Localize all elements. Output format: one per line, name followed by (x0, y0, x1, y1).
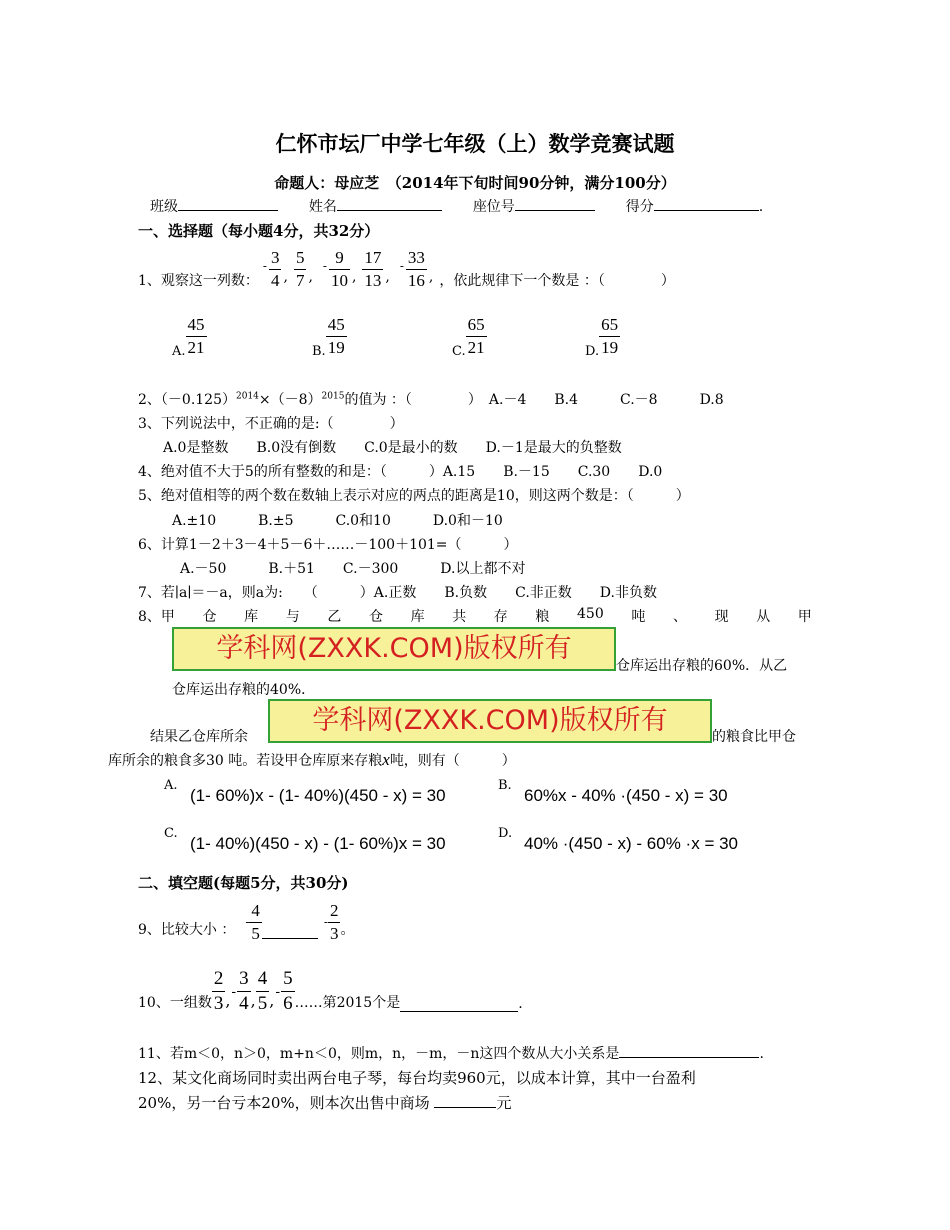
numerator: 33 (406, 247, 427, 270)
denominator: 19 (327, 338, 345, 357)
question-7: 7、若∣a∣＝－a，则a为: （ ）A.正数 B.负数 C.非正数 D.非负数 (138, 585, 657, 601)
question-8-line1 (138, 606, 812, 626)
student-info-row (150, 196, 763, 216)
denominator: 21 (187, 338, 205, 357)
seat-label: 座位号 (472, 199, 515, 215)
minus-sign: - (245, 915, 250, 929)
justified-char: 存 (493, 609, 508, 625)
numerator: 3 (237, 967, 251, 992)
page-title: 仁怀市坛厂中学七年级（上）数学竞赛试题 (275, 132, 675, 156)
numerator: 4 (249, 900, 262, 923)
numerator: 2 (212, 967, 226, 992)
question-text: 吨，则有（ ） (389, 753, 516, 769)
fraction (406, 247, 427, 292)
separator: , (385, 268, 390, 285)
minus-sign: - (262, 258, 267, 273)
question-8-line4-end: 的粮食比甲仓 (712, 729, 796, 745)
denominator: 3 (329, 924, 339, 943)
numerator: 45 (326, 314, 347, 337)
denominator: 4 (270, 271, 280, 290)
numerator: 17 (362, 247, 383, 270)
question-10 (138, 966, 523, 1016)
fraction (329, 247, 350, 292)
equation-c: (1- 40%)(450 - x) - (1- 60%)x = 30 (190, 834, 446, 853)
justified-char: 库 (244, 609, 259, 625)
denominator: 19 (601, 338, 619, 357)
answer-option[interactable] (452, 314, 487, 359)
answer-blank[interactable] (434, 1093, 496, 1108)
denominator: 4 (239, 993, 249, 1014)
question-text: 。 (340, 922, 355, 938)
denominator: 10 (330, 271, 348, 290)
fraction (237, 967, 251, 1016)
section-heading: 二、填空题(每题5分，共30分) (138, 874, 349, 892)
number-sequence (212, 967, 295, 1016)
option-label: C. (164, 826, 178, 841)
fraction (599, 314, 620, 359)
separator: , (269, 991, 275, 1010)
question-text: 元 (496, 1094, 512, 1112)
numerator: 65 (599, 314, 620, 337)
equation-a: (1- 60%)x - (1- 40%)(450 - x) = 30 (190, 786, 446, 805)
separator: , (283, 268, 288, 285)
question-1 (138, 242, 675, 292)
answer-option[interactable] (312, 314, 347, 359)
fraction (466, 314, 487, 359)
number-sequence (259, 247, 439, 292)
minus-sign: - (275, 983, 281, 1000)
question-2 (138, 389, 724, 409)
question-text: ×（－8） (258, 392, 322, 408)
justified-char: 乙 (327, 609, 342, 625)
option-label: B. (312, 344, 326, 359)
denominator: 5 (257, 993, 268, 1014)
justified-char: 甲 (797, 609, 812, 625)
justified-char: 仓 (368, 609, 383, 625)
question-text: ，依此规律下一个数是 ：（ ） (439, 273, 675, 289)
denominator: 7 (295, 271, 305, 290)
justified-char: 吨 (631, 609, 646, 625)
justified-char: 450 (577, 606, 604, 622)
equation-b: 60%x - 40% ·(450 - x) = 30 (524, 786, 728, 805)
separator: , (308, 268, 313, 285)
question-8-line2: 仓库运出存粮的60%．从乙 (616, 658, 788, 674)
answer-option[interactable] (585, 314, 620, 359)
class-field[interactable] (178, 196, 278, 211)
denominator: 3 (213, 993, 224, 1014)
question-text: 20%，另一台亏本20%，则本次出售中商场 (138, 1094, 435, 1112)
justified-char: 共 (452, 609, 467, 625)
fraction (256, 967, 270, 1016)
class-label: 班级 (150, 199, 178, 215)
option-label: B. (498, 778, 512, 793)
option-label: D. (585, 344, 600, 359)
question-6: 6、计算1－2＋3－4＋5－6＋……－100＋101=（ ） (138, 537, 518, 553)
fraction (249, 900, 262, 945)
info-end: . (758, 199, 764, 215)
question-8-line3: 仓库运出存粮的40%． (172, 682, 316, 698)
question-text: 库所余的粮食多30 吨。若设甲仓库原来存粮 (108, 753, 383, 769)
justified-char: 与 (285, 609, 300, 625)
fraction (362, 247, 383, 292)
numerator: 4 (256, 967, 270, 992)
exponent: 2014 (236, 391, 259, 402)
numerator: 9 (329, 247, 350, 270)
answer-blank[interactable] (400, 997, 518, 1012)
minus-sign: - (231, 983, 237, 1000)
justified-char: 现 (714, 609, 729, 625)
question-8-line5 (108, 750, 516, 770)
question-text: ……第2015个是 (294, 995, 401, 1011)
numerator: 2 (328, 900, 341, 923)
question-text: . (518, 996, 523, 1012)
numerator: 65 (466, 314, 487, 337)
q1-options (172, 314, 672, 364)
question-5-options: A.±10 B.±5 C.0和10 D.0和－10 (172, 513, 503, 529)
question-9 (138, 895, 354, 945)
score-label: 得分 (625, 199, 654, 215)
watermark-banner: 学科网(ZXXK.COM)版权所有 (268, 699, 712, 743)
denominator: 21 (467, 338, 485, 357)
question-12-line1: 12、某文化商场同时卖出两台电子琴，每台均卖960元，以成本计算，其中一台盈利 (138, 1069, 696, 1087)
minus-sign: - (322, 258, 327, 273)
fraction (328, 900, 341, 945)
question-text: 1、观察这一列数： (138, 273, 259, 289)
option-label: A. (164, 778, 178, 793)
minus-sign: - (323, 915, 328, 929)
question-text: 的值为 ：（ ） A.－4 B.4 C.－8 D.8 (344, 392, 724, 408)
question-4: 4、绝对值不大于5的所有整数的和是：（ ）A.15 B.－15 C.30 D.0 (138, 464, 663, 480)
numerator: 45 (186, 314, 207, 337)
separator: , (250, 991, 256, 1010)
exponent: 2015 (321, 391, 345, 402)
question-text: 2、（－0.125） (138, 392, 236, 408)
name-field[interactable] (337, 196, 442, 211)
denominator: 5 (251, 924, 260, 943)
justified-char: 库 (410, 609, 425, 625)
name-label: 姓名 (308, 199, 337, 215)
question-text: 11、若m＜0，n＞0，m+n＜0，则m，n，－m，－n这四个数从大小关系是 (138, 1046, 620, 1062)
question-3: 3、下列说法中，不正确的是:（ ） (138, 416, 404, 432)
question-3-options: A.0是整数 B.0没有倒数 C.0是最小的数 D.－1是最大的负整数 (163, 440, 622, 456)
justified-char: 从 (756, 609, 771, 625)
option-label: D. (498, 826, 513, 841)
fraction (269, 247, 282, 292)
numerator: 3 (269, 247, 282, 270)
fraction (294, 247, 307, 292)
fraction (281, 967, 295, 1016)
variable: x (382, 750, 390, 769)
justified-char: 粮 (535, 609, 550, 625)
fraction (186, 314, 207, 359)
fraction (212, 967, 226, 1016)
answer-option[interactable] (172, 314, 207, 359)
equation-d: 40% ·(450 - x) - 60% ·x = 30 (524, 834, 739, 853)
exam-subtitle: 命题人：母应芝 （2014年下旬时间90分钟，满分100分） (274, 174, 676, 192)
denominator: 6 (283, 993, 293, 1014)
question-text: 10、一组数 (138, 995, 212, 1011)
watermark-banner: 学科网(ZXXK.COM)版权所有 (172, 627, 616, 671)
question-5: 5、绝对值相等的两个数在数轴上表示对应的两点的距离是10，则这两个数是：（ ） (138, 488, 690, 504)
numerator: 5 (281, 967, 295, 992)
answer-blank[interactable] (262, 924, 318, 939)
question-text: . (759, 1046, 764, 1062)
minus-sign: - (399, 258, 404, 273)
score-field[interactable] (654, 196, 759, 211)
justified-char: 、 (672, 609, 687, 625)
numerator: 5 (294, 247, 307, 270)
question-12-line2 (138, 1092, 511, 1113)
question-text: 9、比较大小 ： (138, 922, 236, 938)
justified-char: 8、甲 (138, 609, 175, 625)
separator: , (225, 991, 231, 1010)
question-8-line4-start: 结果乙仓库所余 (150, 729, 248, 745)
denominator: 13 (364, 271, 382, 290)
option-label: A. (172, 344, 186, 359)
question-11 (138, 1043, 764, 1063)
option-label: C. (452, 344, 466, 359)
answer-blank[interactable] (619, 1043, 759, 1058)
justified-char: 仓 (202, 609, 217, 625)
separator: , (351, 268, 357, 285)
separator: , (428, 268, 434, 285)
section-heading: 一、选择题（每小题4分，共32分） (138, 222, 380, 240)
question-6-options: A.－50 B.＋51 C.－300 D.以上都不对 (180, 561, 526, 577)
fraction (326, 314, 347, 359)
seat-field[interactable] (515, 196, 595, 211)
denominator: 16 (407, 271, 425, 290)
